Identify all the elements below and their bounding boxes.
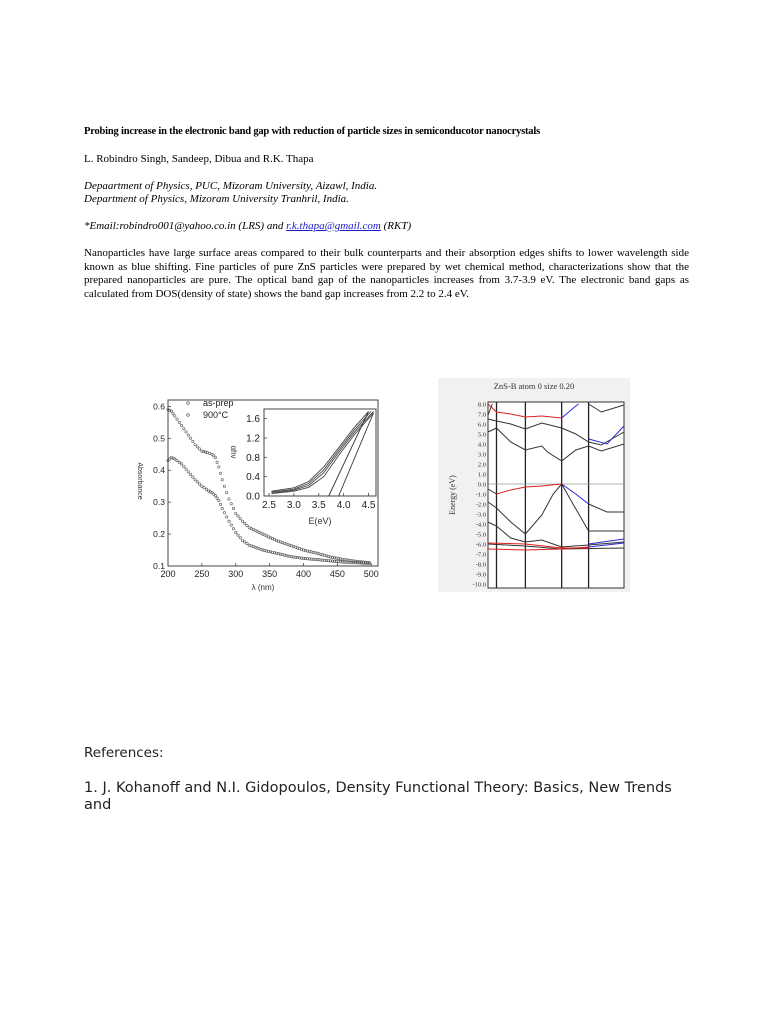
- inset-x-tick-label: 4.5: [361, 500, 376, 511]
- absorbance-data-point-0: [208, 452, 210, 454]
- abstract: Nanoparticles have large surface areas compared to their bulk counterparts and their absorption edges shifts to lower wavelength side known as blue shifting. Fine particles of pure ZnS particles were prepared by wet chemical method, characterizations show that the prepared nanoparticles are pure. The optical band gap of the nanoparticles increases from 3.7-3.9 eV. The electronic band gaps as calculated from DOS(density of state) shows the band gap increases from 2.2 to 2.4 eV.: [84, 247, 689, 300]
- band-y-tick-label: 1.0: [477, 471, 486, 479]
- band-y-tick-label: -3.0: [475, 511, 486, 519]
- absorbance-data-point-1: [189, 473, 191, 475]
- absorbance-data-point-0: [196, 446, 198, 448]
- absorbance-legend: [187, 398, 234, 420]
- inset-y-tick-label: 1.6: [246, 414, 260, 426]
- band-y-tick-label: -8.0: [475, 561, 486, 569]
- absorbance-data-point-0: [235, 512, 237, 514]
- absorbance-data-point-1: [246, 542, 248, 544]
- absorbance-data-point-1: [223, 512, 225, 514]
- absorbance-y-tick-label: 0.2: [153, 529, 165, 540]
- band-y-tick-label: 8.0: [477, 401, 486, 409]
- absorbance-data-point-0: [219, 472, 221, 474]
- absorbance-data-point-1: [218, 499, 220, 501]
- absorbance-x-tick-label: 400: [295, 569, 311, 579]
- absorbance-data-point-0: [198, 448, 200, 450]
- absorbance-data-point-0: [185, 431, 187, 433]
- legend-label-as-prep: as-prep: [203, 398, 234, 408]
- band-y-tick-label: -1.0: [475, 491, 486, 499]
- absorbance-x-tick-label: 350: [262, 569, 278, 579]
- absorbance-data-point-1: [241, 539, 243, 541]
- absorbance-data-point-1: [232, 528, 234, 530]
- email-prefix: *Email:robindro001@yahoo.co.in (LRS) and: [84, 220, 287, 232]
- absorbance-data-point-0: [241, 520, 243, 522]
- band-y-tick-label: -9.0: [475, 571, 486, 579]
- absorbance-data-point-0: [223, 485, 225, 487]
- absorbance-data-point-0: [232, 507, 234, 509]
- absorbance-x-tick-label: 250: [194, 569, 210, 579]
- band-y-tick-label: 3.0: [477, 451, 486, 459]
- band-y-tick-label: -10.0: [472, 581, 486, 589]
- absorbance-data-point-0: [244, 522, 246, 524]
- inset-x-tick-label: 3.5: [311, 500, 326, 511]
- absorbance-data-point-1: [216, 497, 218, 499]
- absorbance-data-point-0: [176, 418, 178, 420]
- band-y-tick-label: 2.0: [477, 461, 486, 469]
- band-structure-figure: [438, 378, 630, 592]
- absorbance-data-point-1: [185, 468, 187, 470]
- inset-y-axis-label: αhν: [229, 445, 238, 459]
- legend-marker-as-prep: [187, 402, 190, 405]
- inset-x-tick-label: 3.0: [286, 500, 301, 511]
- inset-x-tick-label: 4.0: [336, 500, 351, 511]
- band-y-tick-label: -6.0: [475, 541, 486, 549]
- inset-y-tick-label: 1.2: [246, 433, 260, 445]
- absorbance-data-point-1: [178, 461, 180, 463]
- inset-y-tick-label: 0.4: [246, 472, 260, 484]
- absorbance-data-point-1: [176, 459, 178, 461]
- paper-title: Probing increase in the electronic band gap with reduction of particle sizes in semiconducotor nanocrystals: [84, 126, 540, 137]
- affiliation-2: Department of Physics, Mizoram University Tranhril, India.: [84, 193, 349, 205]
- band-y-tick-label: -5.0: [475, 531, 486, 539]
- absorbance-data-point-0: [174, 415, 176, 417]
- absorbance-data-point-1: [221, 507, 223, 509]
- band-y-tick-label: 6.0: [477, 421, 486, 429]
- email-line: [84, 220, 411, 232]
- band-y-tick-label: 0.0: [477, 481, 486, 489]
- inset-y-tick-label: 0.8: [246, 452, 260, 464]
- band-figure-title: ZnS-B atom 0 size 0.20: [493, 381, 575, 391]
- inset-x-tick-label: 2.5: [262, 500, 276, 511]
- absorbance-data-point-0: [183, 428, 185, 430]
- absorbance-data-point-1: [230, 524, 232, 526]
- absorbance-data-point-0: [180, 424, 182, 426]
- band-y-axis-label: Energy (eV): [448, 475, 457, 515]
- band-plot-frame: [488, 402, 624, 588]
- band-y-tick-label: -4.0: [475, 521, 486, 529]
- email-suffix: (RKT): [380, 220, 412, 232]
- absorbance-data-point-1: [203, 487, 205, 489]
- absorbance-x-tick-label: 450: [329, 569, 345, 579]
- absorbance-x-tick-label: 300: [228, 569, 244, 579]
- absorbance-x-axis-label: λ (nm): [251, 583, 275, 592]
- absorbance-data-point-1: [196, 481, 198, 483]
- legend-marker-900c: [187, 414, 190, 417]
- absorbance-data-point-0: [178, 421, 180, 423]
- absorbance-data-point-1: [226, 516, 228, 518]
- author-list: L. Robindro Singh, Sandeep, Dibua and R.K. Thapa: [84, 153, 314, 165]
- absorbance-data-point-1: [239, 537, 241, 539]
- absorbance-data-point-0: [228, 498, 230, 500]
- absorbance-data-point-0: [221, 479, 223, 481]
- band-y-tick-label: -2.0: [475, 501, 486, 509]
- absorbance-data-point-0: [216, 461, 218, 463]
- absorbance-data-point-1: [183, 465, 185, 467]
- absorbance-data-point-0: [192, 440, 194, 442]
- absorbance-data-point-0: [187, 434, 189, 436]
- absorbance-y-tick-label: 0.4: [153, 465, 165, 476]
- absorbance-data-point-1: [201, 485, 203, 487]
- absorbance-y-axis-label: Absorbance: [136, 462, 143, 500]
- absorbance-data-point-0: [239, 517, 241, 519]
- absorbance-data-point-0: [218, 466, 220, 468]
- absorbance-data-point-0: [189, 437, 191, 439]
- absorbance-x-tick-label: 200: [160, 569, 176, 579]
- email-link[interactable]: r.k.thapa@gmail.com: [286, 220, 381, 232]
- absorbance-x-tick-label: 500: [363, 569, 379, 579]
- references-heading: References:: [84, 745, 164, 761]
- absorbance-data-point-1: [244, 541, 246, 543]
- inset-y-tick-label: 0.0: [246, 491, 260, 503]
- absorbance-figure: [128, 388, 390, 593]
- absorbance-data-point-0: [214, 456, 216, 458]
- absorbance-data-point-1: [214, 495, 216, 497]
- absorbance-data-point-1: [205, 488, 207, 490]
- band-y-tick-label: 5.0: [477, 431, 486, 439]
- affiliation-1: Depaartment of Physics, PUC, Mizoram University, Aizawl, India.: [84, 180, 378, 192]
- band-y-tick-label: 4.0: [477, 441, 486, 449]
- absorbance-data-point-1: [187, 471, 189, 473]
- reference-item-1: 1. J. Kohanoff and N.I. Gidopoulos, Density Functional Theory: Basics, New Trends and: [84, 780, 672, 813]
- absorbance-data-point-0: [194, 443, 196, 445]
- absorbance-data-point-1: [235, 531, 237, 533]
- absorbance-data-point-0: [246, 524, 248, 526]
- absorbance-data-point-0: [172, 412, 174, 414]
- band-y-tick-label: 7.0: [477, 411, 486, 419]
- band-y-tick-label: -7.0: [475, 551, 486, 559]
- absorbance-y-tick-label: 0.6: [153, 401, 165, 412]
- absorbance-data-point-1: [180, 463, 182, 465]
- legend-label-900c: 900°C: [203, 410, 229, 420]
- absorbance-data-point-0: [226, 491, 228, 493]
- absorbance-data-point-1: [228, 520, 230, 522]
- absorbance-data-point-1: [194, 479, 196, 481]
- absorbance-data-point-1: [219, 503, 221, 505]
- absorbance-y-tick-label: 0.3: [153, 497, 165, 508]
- absorbance-data-point-1: [198, 483, 200, 485]
- absorbance-data-point-1: [192, 476, 194, 478]
- absorbance-y-tick-label: 0.5: [153, 433, 165, 444]
- absorbance-data-point-0: [230, 503, 232, 505]
- absorbance-y-tick-label: 0.1: [153, 561, 165, 571]
- absorbance-data-point-0: [237, 515, 239, 517]
- absorbance-data-point-1: [237, 534, 239, 536]
- inset-x-axis-label: E(eV): [308, 516, 332, 526]
